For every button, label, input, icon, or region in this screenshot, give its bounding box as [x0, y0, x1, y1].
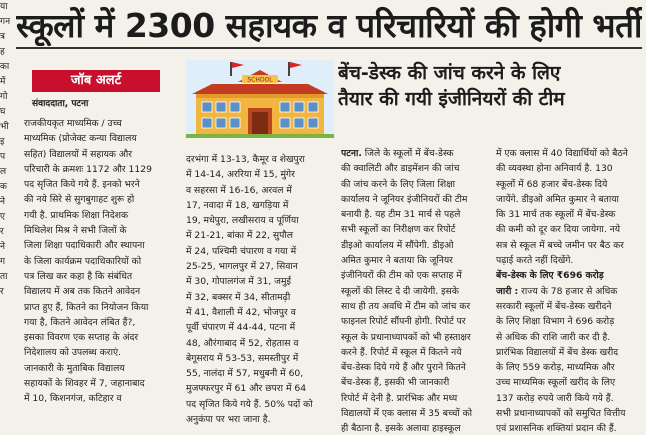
edge-fragment: ता [0, 272, 8, 282]
col2-line: में 21-21, बांका में 22, सुपौल [186, 230, 293, 242]
col1-line: गया है, कितने आवेदन लंबित हैं?, [24, 316, 136, 328]
col2-line: पद सृजित किये गये हैं. 50% पदों को [186, 398, 313, 410]
col2-line: में 24, पश्चिमी चंपारण व गया में [186, 245, 297, 257]
col1-line: जानकारी के मुताबिक विद्यालय [24, 362, 125, 374]
col2-line: मुजफ्फरपुर में 61 और छपरा में 64 [186, 383, 307, 395]
edge-fragment: भी [0, 122, 9, 132]
col2-line: 19, मधेपुरा, लखीसराय व पूर्णिया [186, 215, 299, 227]
column-3-body [341, 161, 489, 434]
col4a-line: की व्यवस्था होना अनिवार्य है. 130 [496, 163, 613, 175]
col3-line: साथ ही तय अवधि में टीम को जांच कर [341, 300, 471, 312]
edge-fragment: का [0, 62, 10, 72]
edge-fragment: र [0, 227, 4, 237]
col4b-line: के लिए शिक्षा विभाग ने 696 करोड़ [496, 316, 615, 328]
col1-line: विद्यालय में अब तक कितने आवेदन [24, 286, 141, 298]
col4b-line: के लिए 559 करोड़, माध्यमिक और [496, 362, 615, 374]
col1-line: सहित) विद्यालयों में सहायक और [24, 148, 133, 160]
col3-line: स्कूल के प्रधानाध्यापकों को भी हस्ताक्षर [341, 331, 471, 343]
col1-line: राजकीयकृत माध्यमिक / उच्च [24, 118, 122, 129]
col2-line: पूर्वी चंपारण में 44-44, पटना में [186, 322, 296, 334]
col4a-line: स्कूलों में 68 हजार बेंच-डेस्क दिये [496, 178, 608, 190]
column-4 [496, 146, 644, 434]
column-4-line: राज्य के 78 हजार से अधिक [521, 285, 618, 297]
col1-line: पत्र लिख कर कहा है कि संबंधित [24, 270, 133, 282]
col3-line: इंजीनियरों की टीम को एक सप्ताह में [341, 270, 462, 282]
col1-line: सहायकों के शिवहर में 7, जहानाबाद [24, 378, 145, 390]
col3-line: रिपोर्ट में देनी है. प्रारंभिक और मध्य [341, 392, 458, 404]
edge-fragment: क [0, 182, 7, 192]
edge-fragment: प [0, 152, 6, 162]
column-3 [341, 146, 489, 434]
col2-line: में 41, वैशाली में 42, भोजपुर व [186, 306, 296, 318]
col2-line: में 14-14, अररिया में 15, मुंगेर [186, 169, 295, 181]
col1-line: मिथिलेश मिश्र ने सभी जिलों के [24, 225, 127, 237]
left-edge-fragments [0, 0, 12, 435]
edge-fragment: गो [0, 92, 8, 102]
col3-line: की जांच करने के लिए जिला शिक्षा [341, 178, 456, 190]
col4b-line: से अधिक की राशि जारी कर दी है. [496, 331, 611, 343]
column-3-line: जिले के स्कूलों में बेंच-डेस्क [364, 148, 454, 159]
column-4-body-a [496, 146, 644, 268]
col1-line: गयी है. प्राथमिक शिक्षा निदेशक [24, 209, 129, 221]
col1-line: के जिला कार्यक्रम पदाधिकारियों को [24, 255, 142, 267]
dateline: पटना. [341, 148, 362, 159]
col1-line: जिला शिक्षा पदाधिकारी और स्थापना [24, 240, 145, 252]
edge-fragment: ए [0, 212, 5, 222]
col2-line: दरभंगा में 13-13, कैमूर व शेखपुरा [186, 154, 305, 165]
col2-line: 25-25, भागलपुर में 27, सिवान [186, 261, 298, 273]
col1-line: इसका विवरण एक सप्ताह के अंदर [24, 332, 139, 344]
col2-line: में 32, बक्सर में 34, सीतामढ़ी [186, 291, 291, 303]
edge-fragment: ने [0, 242, 5, 252]
col2-line: बेगूसराय में 53-53, समस्तीपुर में [186, 352, 299, 364]
edge-fragment: त्र [0, 32, 5, 42]
col3-line: विद्यालयों में एक क्लास में 35 बच्चों को [341, 408, 473, 420]
edge-fragment: ने [0, 197, 5, 207]
edge-fragment: ल [0, 167, 7, 177]
edge-fragment: इ [0, 137, 5, 147]
col4b-line: एवं प्रशासनिक शक्तियां प्रदान की हैं. [496, 423, 617, 434]
col3-line: ही बैठाना है. इसके अलावा हाइस्कूल [341, 423, 461, 434]
column-4-lead-line [496, 284, 644, 299]
col4a-line: जायेंगे. डीइओ अमित कुमार ने बताया [496, 193, 619, 205]
col2-line: में 30, गोपालगंज में 31, जमुई [186, 276, 292, 288]
edge-fragment: र [0, 287, 4, 297]
column-4-body-b [496, 299, 644, 434]
edge-fragment: में [0, 77, 6, 87]
subheadline-line-1: बेंच-डेस्क की जांच करने के लिए [338, 62, 561, 84]
column-4-heading: बेंच-डेस्क के लिए ₹696 करोड़ [496, 270, 604, 282]
col1-line: माध्यमिक (प्रोजेक्ट कन्या विद्यालय [24, 133, 137, 145]
col4b-line: सरकारी स्कूलों में बेंच-डेस्क खरीदने [496, 300, 612, 312]
col1-line: परिचारी के क्रमशः 1172 और 1129 [24, 163, 152, 175]
col4a-line: में एक क्लास में 40 विद्यार्थियों को बैठने [496, 148, 628, 159]
col4b-line: 137 करोड़ रुपये जारी किये गये हैं. [496, 392, 614, 404]
column-3-first-line [341, 146, 489, 161]
col3-line: सभी स्कूलों का निरीक्षण कर रिपोर्ट [341, 224, 456, 236]
col2-line: 17, नवादा में 18, खगड़िया में [186, 199, 289, 211]
edge-fragment: घ [0, 107, 6, 117]
col4a-line: कि 31 मार्च तक स्कूलों में बेंच-डेस्क [496, 209, 616, 221]
headline-rule [16, 47, 642, 49]
col2-line: 48, औरंगाबाद में 52, रोहतास व [186, 337, 299, 349]
col3-line: फाइनल रिपोर्ट सौंपनी होगी. रिपोर्ट पर [341, 316, 466, 328]
col3-line: डीइओ कार्यालय में सौंपेगी. डीइओ [341, 239, 454, 251]
column-4-lead: जारी : [496, 285, 519, 297]
col4b-line: सभी प्रधानाध्यापकों को समुचित वित्तीय [496, 408, 626, 420]
col4b-line: उच्च माध्यमिक स्कूलों खरीद के लिए [496, 377, 616, 389]
col3-line: अमित कुमार ने बताया कि जूनियर [341, 255, 453, 267]
col1-line: में 10, किशनगंज, कटिहार व [24, 393, 122, 405]
school-sign: SCHOOL [247, 76, 273, 84]
col1-line: की नये सिरे से सुगबुगाहट शुरू हो [24, 194, 135, 206]
subheadline [338, 60, 638, 112]
job-alert-tag: जॉब अलर्ट [32, 70, 160, 92]
subheadline-line-2: तैयार की गयी इंजीनियरों की टीम [338, 88, 565, 110]
column-2 [186, 152, 336, 434]
col3-line: बेंच-डेस्क हैं, इसकी भी जानकारी [341, 377, 450, 389]
col3-line: करने हैं. रिपोर्ट में स्कूल में कितने नये [341, 346, 462, 358]
col3-line: बनायी है. यह टीम 31 मार्च से पहले [341, 209, 461, 221]
edge-fragment: या [0, 2, 8, 12]
headline: स्कूलों में 2300 सहायक व परिचारियों की होगी भर्ती [16, 6, 642, 45]
col3-line: स्कूलों की लिस्ट दे दी जायेगी. इसके [341, 285, 459, 297]
col3-line: की क्वालिटी और डाइमेंशन की जांच [341, 163, 460, 175]
col1-line: पद सृजित किये गये हैं. इनको भरने [24, 179, 140, 191]
edge-fragment: गन [0, 17, 11, 27]
col3-line: बेंच-डेस्क दिये गये हैं और पुराने कितने [341, 362, 466, 374]
edge-fragment: ह [0, 47, 5, 57]
col4b-line: प्रारंभिक विद्यालयों में बेंच डेस्क खरीद [496, 346, 619, 358]
col4a-line: पढ़ाई करते नहीं दिखेंगे. [496, 255, 574, 267]
col2-line: व सहरसा में 16-16, अरवल में [186, 184, 292, 196]
column-1 [24, 116, 180, 434]
col4a-line: सत्र से स्कूल में बच्चे जमीन पर बैठ कर [496, 239, 624, 251]
edge-fragment: ग [0, 257, 6, 267]
col2-line: अनुकंपा पर भरा जाना है. [186, 414, 271, 426]
reporter-byline: संवाददाता, पटना [32, 99, 89, 109]
school-building-illustration [186, 60, 334, 138]
col3-line: कार्यालय ने जूनियर इंजीनियरों की टीम [341, 193, 468, 205]
col2-line: 55, नालंदा में 57, मधुबनी में 60, [186, 368, 304, 380]
col4a-line: की कमी को दूर कर दिया जायेगा. नये [496, 224, 621, 236]
col1-line: प्राप्त हुए हैं, कितने का नियोजन किया [24, 301, 149, 313]
col1-line: निदेशालय को उपलब्ध कराएं. [24, 347, 121, 359]
